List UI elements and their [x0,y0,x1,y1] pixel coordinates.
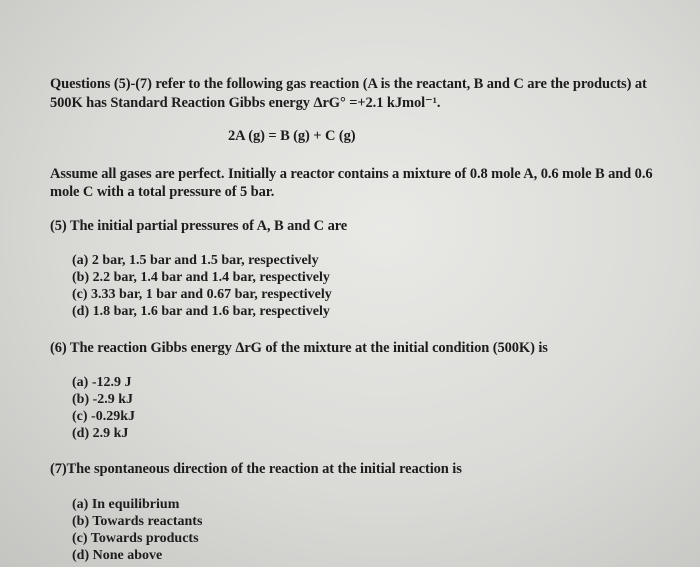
intro-line-2: 500K has Standard Reaction Gibbs energy ΔrG° =+2.1 kJmol⁻¹. [50,95,441,111]
question-5: (5) The initial partial pressures of A, B and C are [50,218,348,234]
q7-option-a: (a) In equilibrium [72,497,180,512]
q7-option-d: (d) None above [72,548,163,563]
q6-option-b: (b) -2.9 kJ [72,392,134,407]
q5-option-a: (a) 2 bar, 1.5 bar and 1.5 bar, respectively [72,253,319,268]
question-7: (7)The spontaneous direction of the reaction at the initial reaction is [50,461,462,477]
q5-option-c: (c) 3.33 bar, 1 bar and 0.67 bar, respectively [72,287,332,302]
assumption-line-2: mole C with a total pressure of 5 bar. [50,184,275,200]
assumption-line-1: Assume all gases are perfect. Initially a reactor contains a mixture of 0.8 mole A, 0.6 mole B and 0.6 [50,166,653,182]
reaction-equation: 2A (g) = B (g) + C (g) [228,128,356,144]
q6-option-d: (d) 2.9 kJ [72,426,129,441]
q6-option-a: (a) -12.9 J [72,375,132,390]
q7-option-c: (c) Towards products [72,531,199,546]
question-6: (6) The reaction Gibbs energy ΔrG of the mixture at the initial condition (500K) is [50,340,548,356]
q5-option-d: (d) 1.8 bar, 1.6 bar and 1.6 bar, respectively [72,304,330,319]
q6-option-c: (c) -0.29kJ [72,409,135,424]
q7-option-b: (b) Towards reactants [72,514,203,529]
q5-option-b: (b) 2.2 bar, 1.4 bar and 1.4 bar, respectively [72,270,330,285]
intro-line-1: Questions (5)-(7) refer to the following gas reaction (A is the reactant, B and C are the products) at [50,76,647,92]
